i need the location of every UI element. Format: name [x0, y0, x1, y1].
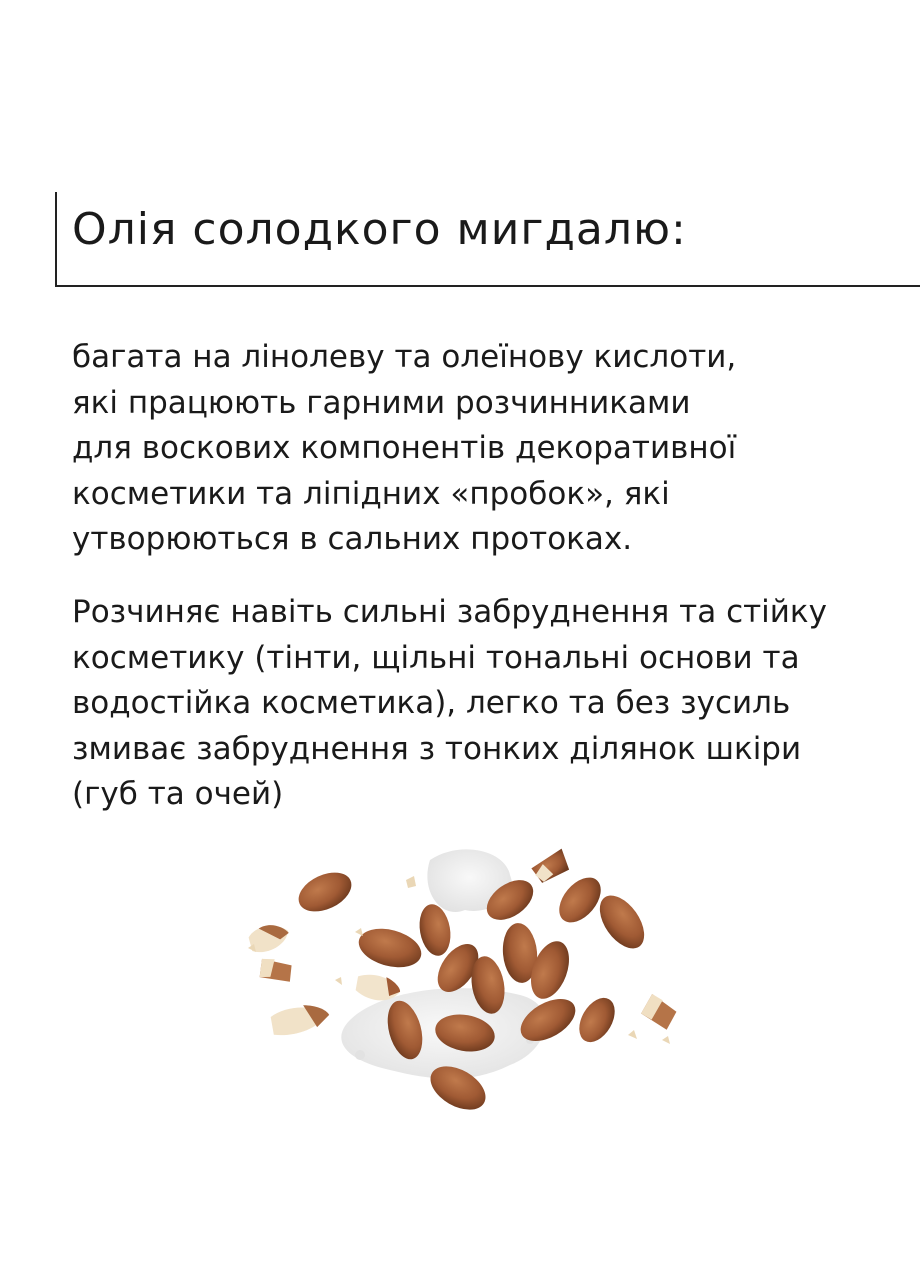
description-paragraph-2: Розчиняє навіть сильні забруднення та стійку косметику (тінти, щільні тональні основи та водостійка косметика), легко та без зусиль змиває забруднення з тонких ділянок шкіри (губ та очей) — [72, 594, 828, 812]
almonds-oil-illustration — [230, 830, 700, 1130]
almond-piece — [530, 849, 572, 886]
almond — [354, 922, 425, 973]
almond-crumb — [355, 928, 363, 936]
almond — [591, 888, 653, 957]
almond — [572, 992, 622, 1049]
almond — [551, 870, 609, 930]
almond-piece — [256, 955, 295, 987]
almond-crumb — [628, 1030, 637, 1039]
almond-crumb — [406, 876, 416, 888]
description-paragraph-1: багата на лінолеву та олеїнову кислоти, які працюють гарними розчинниками для воскових компонентів декоративної косметики та ліпідних «пробок», які утворюються в сальних протоках. — [72, 339, 737, 557]
almond — [292, 865, 357, 919]
almond-crumb — [662, 1036, 670, 1044]
almond-piece — [270, 1001, 332, 1037]
page-title: Олія солодкого мигдалю: — [72, 204, 687, 255]
almond-piece — [638, 993, 679, 1033]
almond-crumb — [335, 977, 342, 985]
